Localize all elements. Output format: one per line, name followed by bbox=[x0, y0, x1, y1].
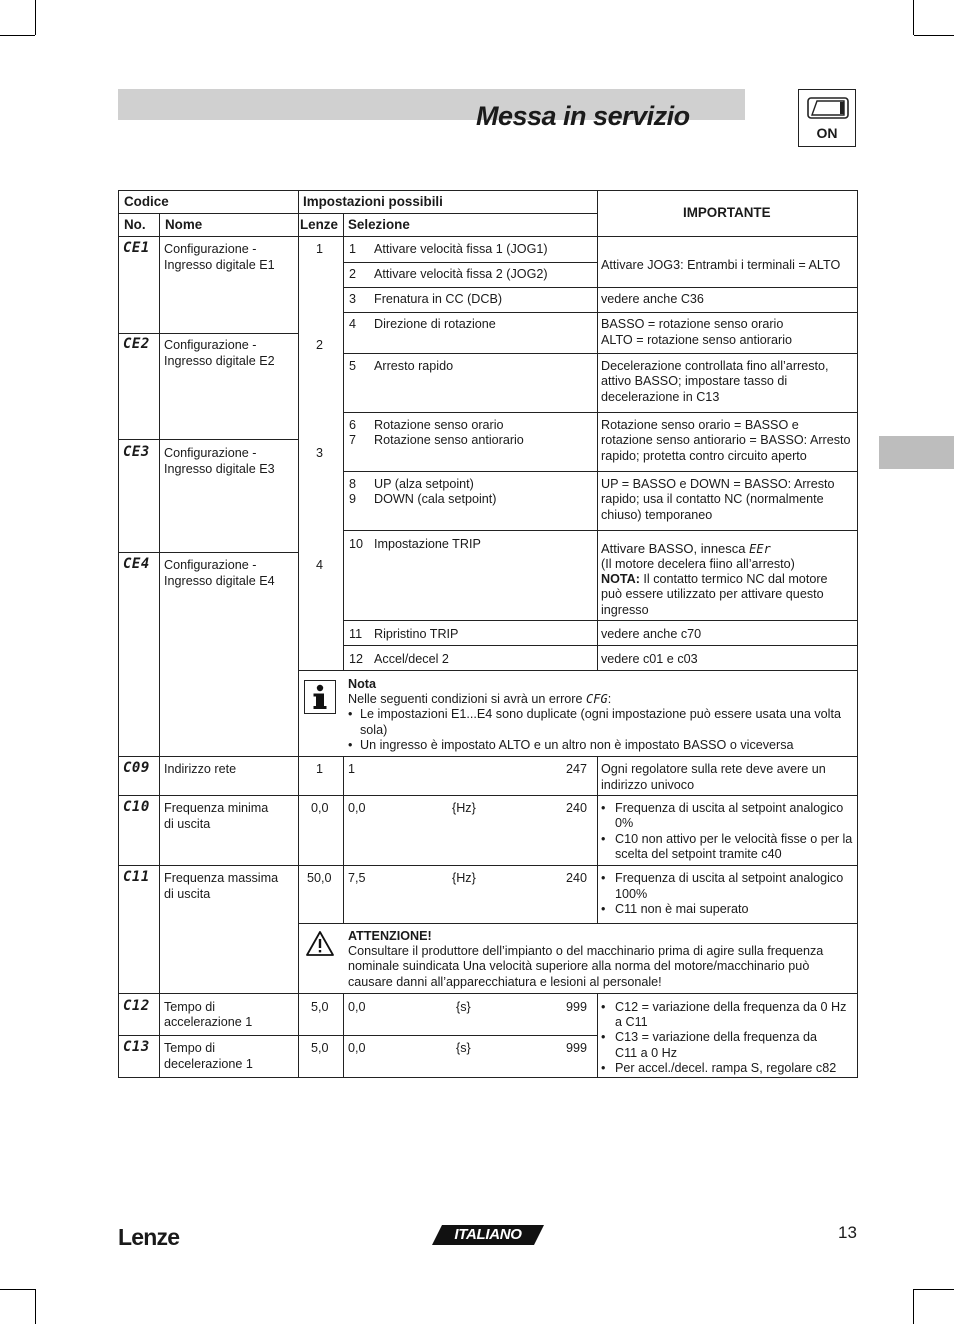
header-impostazioni: Impostazioni possibili bbox=[303, 194, 443, 209]
name-c10-1: Frequenza minima bbox=[164, 801, 269, 815]
name-ce1-line2: Ingresso digitale E1 bbox=[164, 258, 275, 272]
imp-up-3: chiuso) temporaneo bbox=[601, 508, 713, 522]
name-c12-2: accelerazione 1 bbox=[164, 1015, 253, 1029]
lenze-ce2: 2 bbox=[316, 338, 324, 352]
sel-num: 6 bbox=[349, 418, 357, 432]
code-c09: C09 bbox=[123, 760, 150, 776]
warning-icon bbox=[305, 930, 335, 963]
name-ce3-line1: Configurazione - bbox=[164, 446, 257, 460]
imp-c12-1a: C12 = variazione della frequenza da 0 Hz bbox=[615, 1000, 847, 1014]
imp-c11-1b: 100% bbox=[615, 887, 648, 901]
imp-rot-3: rapido; protetta contro circuito aperto bbox=[601, 449, 807, 463]
imp-c10-1a: Frequenza di uscita al setpoint analogico bbox=[615, 801, 844, 815]
lenze-c09: 1 bbox=[316, 762, 324, 776]
imp-up-1: UP = BASSO e DOWN = BASSO: Arresto bbox=[601, 477, 835, 491]
max-c13: 999 bbox=[566, 1041, 588, 1055]
imp-arresto-3: decelerazione in C13 bbox=[601, 390, 720, 404]
name-ce4-line2: Ingresso digitale E4 bbox=[164, 574, 275, 588]
on-label: ON bbox=[816, 125, 838, 141]
attenzione-title: ATTENZIONE! bbox=[348, 929, 432, 943]
name-c09: Indirizzo rete bbox=[164, 762, 237, 776]
name-c12-1: Tempo di bbox=[164, 1000, 216, 1014]
sel-text: UP (alza setpoint) bbox=[374, 477, 474, 491]
name-c11-1: Frequenza massima bbox=[164, 871, 279, 885]
name-ce2-line1: Configurazione - bbox=[164, 338, 257, 352]
header-selezione: Selezione bbox=[348, 217, 410, 232]
sel-text: Attivare velocità fissa 1 (JOG1) bbox=[374, 242, 548, 256]
sel-num: 5 bbox=[349, 359, 357, 373]
unit-c13: {s} bbox=[456, 1041, 471, 1055]
sel-text: Rotazione senso orario bbox=[374, 418, 504, 432]
imp-ripristino: vedere anche c70 bbox=[601, 627, 702, 641]
crop-mark bbox=[35, 1289, 36, 1324]
imp-arresto-2: attivo BASSO; impostare tasso di bbox=[601, 374, 788, 388]
imp-up-2: rapido; usa il contatto NC (normalmente bbox=[601, 492, 824, 506]
sel-text: Frenatura in CC (DCB) bbox=[374, 292, 503, 306]
code-c12: C12 bbox=[123, 998, 150, 1014]
lenze-ce3: 3 bbox=[316, 446, 324, 460]
imp-c11-2: C11 non è mai superato bbox=[615, 902, 749, 916]
header-codice: Codice bbox=[124, 194, 169, 209]
sel-text: Attivare velocità fissa 2 (JOG2) bbox=[374, 267, 548, 281]
power-switch-icon bbox=[798, 89, 856, 147]
sel-num: 4 bbox=[349, 317, 357, 331]
unit-c10: {Hz} bbox=[452, 801, 476, 815]
nota-bullet-1a: Le impostazioni E1...E4 sono duplicate (ogni impostazione può essere usata una volta bbox=[360, 707, 841, 721]
sel-num: 12 bbox=[349, 652, 364, 666]
imp-dir-1: BASSO = rotazione senso orario bbox=[601, 317, 784, 331]
sel-text: Arresto rapido bbox=[374, 359, 454, 373]
unit-c12: {s} bbox=[456, 1000, 471, 1014]
sel-num: 11 bbox=[349, 627, 363, 641]
sel-text: Impostazione TRIP bbox=[374, 537, 481, 551]
imp-c09-1: Ogni regolatore sulla rete deve avere un bbox=[601, 762, 826, 776]
nota-bullet-1b: sola) bbox=[360, 723, 388, 737]
imp-jog: Attivare JOG3: Entrambi i terminali = ALTO bbox=[601, 258, 841, 272]
side-tab bbox=[879, 436, 954, 469]
lenze-logo: Lenze bbox=[118, 1224, 180, 1250]
sel-num: 7 bbox=[349, 433, 357, 447]
lenze-c10: 0,0 bbox=[311, 801, 329, 815]
crop-mark bbox=[35, 0, 36, 35]
imp-c12-1b: a C11 bbox=[615, 1015, 648, 1029]
name-ce2-line2: Ingresso digitale E2 bbox=[164, 354, 275, 368]
code-c10: C10 bbox=[123, 799, 150, 815]
imp-dir-2: ALTO = rotazione senso antiorario bbox=[601, 333, 792, 347]
crop-mark bbox=[914, 35, 954, 36]
info-icon bbox=[304, 680, 336, 714]
max-c09: 247 bbox=[566, 762, 588, 776]
name-c13-2: decelerazione 1 bbox=[164, 1057, 253, 1071]
language-label: ITALIANO bbox=[454, 1226, 522, 1243]
imp-c13-2b: C11 a 0 Hz bbox=[615, 1046, 678, 1060]
crop-mark bbox=[0, 1289, 35, 1290]
crop-mark bbox=[914, 1289, 954, 1290]
code-c11: C11 bbox=[123, 869, 150, 885]
lenze-c11: 50,0 bbox=[307, 871, 332, 885]
max-c11: 240 bbox=[566, 871, 588, 885]
code-ce3: CE3 bbox=[123, 444, 150, 460]
max-c10: 240 bbox=[566, 801, 588, 815]
sel-num: 9 bbox=[349, 492, 357, 506]
imp-trip-4: può essere utilizzato per attivare questo bbox=[601, 587, 824, 601]
header-nome: Nome bbox=[165, 217, 203, 232]
page-title: Messa in servizio bbox=[476, 101, 690, 131]
imp-c13-2a: C13 = variazione della frequenza da bbox=[615, 1030, 817, 1044]
sel-text: Ripristino TRIP bbox=[374, 627, 459, 641]
imp-trip-5: ingresso bbox=[601, 603, 649, 617]
nota-line1: Nelle seguenti condizioni si avrà un errore CFG: bbox=[348, 692, 612, 706]
imp-c82: Per accel./decel. rampa S, regolare c82 bbox=[615, 1061, 837, 1075]
code-ce4: CE4 bbox=[123, 556, 150, 572]
imp-c10-2b: scelta del setpoint tramite c40 bbox=[615, 847, 782, 861]
nota-bullet-2: Un ingresso è impostato ALTO e un altro non è impostato BASSO o viceversa bbox=[360, 738, 794, 752]
min-c12: 0,0 bbox=[348, 1000, 366, 1014]
attenzione-line2: nominale suindicata Una velocità superiore alla norma del motore/macchinario può bbox=[348, 959, 810, 973]
imp-rot-1: Rotazione senso orario = BASSO e bbox=[601, 418, 799, 432]
name-c10-2: di uscita bbox=[164, 817, 211, 831]
imp-c11-1a: Frequenza di uscita al setpoint analogico bbox=[615, 871, 844, 885]
imp-trip-2: (Il motore decelera fiino all’arresto) bbox=[601, 557, 795, 571]
sel-num: 3 bbox=[349, 292, 357, 306]
name-ce4-line1: Configurazione - bbox=[164, 558, 257, 572]
min-c09: 1 bbox=[348, 762, 356, 776]
header-importante: IMPORTANTE bbox=[683, 205, 771, 220]
sel-text: DOWN (cala setpoint) bbox=[374, 492, 497, 506]
crop-mark bbox=[0, 35, 35, 36]
imp-trip-1: Attivare BASSO, innesca EEr bbox=[601, 541, 771, 556]
code-ce1: CE1 bbox=[123, 240, 150, 256]
imp-c10-2a: C10 non attivo per le velocità fisse o per la bbox=[615, 832, 853, 846]
name-ce3-line2: Ingresso digitale E3 bbox=[164, 462, 275, 476]
name-c13-1: Tempo di bbox=[164, 1041, 216, 1055]
min-c11: 7,5 bbox=[348, 871, 366, 885]
sel-text: Direzione di rotazione bbox=[374, 317, 496, 331]
nota-title: Nota bbox=[348, 677, 376, 691]
code-c13: C13 bbox=[123, 1039, 150, 1055]
page-number: 13 bbox=[838, 1223, 857, 1242]
name-ce1-line1: Configurazione - bbox=[164, 242, 257, 256]
lenze-c13: 5,0 bbox=[311, 1041, 329, 1055]
imp-accel: vedere c01 e c03 bbox=[601, 652, 698, 666]
lenze-ce1: 1 bbox=[316, 242, 324, 256]
header-no: No. bbox=[124, 217, 146, 232]
imp-arresto-1: Decelerazione controllata fino all’arresto, bbox=[601, 359, 829, 373]
sel-num: 10 bbox=[349, 537, 364, 551]
sel-text: Rotazione senso antiorario bbox=[374, 433, 524, 447]
crop-mark bbox=[913, 0, 914, 35]
lenze-ce4: 4 bbox=[316, 558, 324, 572]
imp-rot-2: rotazione senso antiorario = BASSO: Arresto bbox=[601, 433, 851, 447]
imp-c09-2: indirizzo univoco bbox=[601, 778, 695, 792]
code-eer: EEr bbox=[749, 542, 771, 556]
code-cfg: CFG bbox=[586, 692, 608, 706]
attenzione-line1: Consultare il produttore dell’impianto o del macchinario prima di agire sulla frequenza bbox=[348, 944, 824, 958]
name-c11-2: di uscita bbox=[164, 887, 211, 901]
sel-text: Accel/decel 2 bbox=[374, 652, 449, 666]
header-lenze: Lenze bbox=[300, 217, 338, 232]
imp-c10-1b: 0% bbox=[615, 816, 634, 830]
imp-trip-3: NOTA: Il contatto termico NC dal motore bbox=[601, 572, 828, 586]
unit-c11: {Hz} bbox=[452, 871, 476, 885]
sel-num: 8 bbox=[349, 477, 357, 491]
min-c10: 0,0 bbox=[348, 801, 366, 815]
attenzione-line3: causare danni all’apparecchiatura e lesioni al personale! bbox=[348, 975, 662, 989]
crop-mark bbox=[913, 1289, 914, 1324]
lenze-c12: 5,0 bbox=[311, 1000, 329, 1014]
imp-dcb: vedere anche C36 bbox=[601, 292, 704, 306]
language-badge bbox=[432, 1225, 544, 1245]
sel-num: 1 bbox=[349, 242, 357, 256]
sel-num: 2 bbox=[349, 267, 357, 281]
code-ce2: CE2 bbox=[123, 336, 150, 352]
min-c13: 0,0 bbox=[348, 1041, 366, 1055]
max-c12: 999 bbox=[566, 1000, 588, 1014]
